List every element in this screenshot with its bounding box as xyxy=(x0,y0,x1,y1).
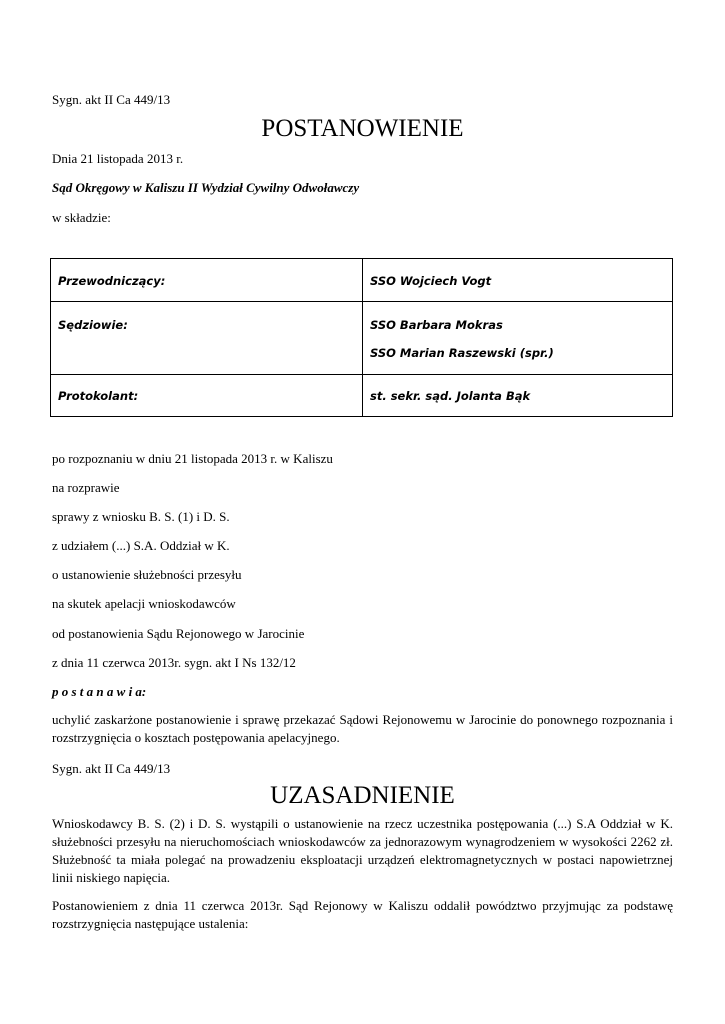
chair-value-cell xyxy=(363,259,673,302)
judges-value-cell xyxy=(363,302,673,375)
court-name: Sąd Okręgowy w Kaliszu II Wydział Cywilny Odwoławczy xyxy=(52,180,360,195)
panel-table xyxy=(50,258,673,417)
case-number-top: Sygn. akt II Ca 449/13 xyxy=(52,92,171,107)
decision-date: Dnia 21 listopada 2013 r. xyxy=(52,151,184,166)
clerk-label-cell xyxy=(51,375,363,417)
body-line: z dnia 11 czerwca 2013r. sygn. akt I Ns 132/12 xyxy=(52,655,296,670)
judges-label-cell xyxy=(51,302,363,375)
body-line: od postanowienia Sądu Rejonowego w Jarocinie xyxy=(52,626,305,641)
decision-text: uchylić zaskarżone postanowienie i sprawę przekazać Sądowi Rejonowemu w Jarocinie do ponownego rozpoznania i rozstrzygnięcia o kosztach postępowania apelacyjnego. xyxy=(52,712,673,745)
clerk-value: st. sekr. sąd. Jolanta Bąk xyxy=(370,389,531,403)
clerk-label: Protokolant: xyxy=(58,389,139,403)
clerk-value-cell xyxy=(363,375,673,417)
body-line: na skutek apelacji wnioskodawców xyxy=(52,596,236,611)
case-number-bottom: Sygn. akt II Ca 449/13 xyxy=(52,761,171,776)
justification-paragraph: Postanowieniem z dnia 11 czerwca 2013r. Sąd Rejonowy w Kaliszu oddalił powództwo przyjmując za podstawę rozstrzygnięcia następujące ustalenia: xyxy=(52,898,673,931)
body-line: z udziałem (...) S.A. Oddział w K. xyxy=(52,538,230,553)
document-title: POSTANOWIENIE xyxy=(261,115,464,142)
body-line: po rozpoznaniu w dniu 21 listopada 2013 r. w Kaliszu xyxy=(52,451,333,466)
panel-row-judges xyxy=(51,302,673,375)
judge-2: SSO Marian Raszewski (spr.) xyxy=(370,346,554,360)
body-line: sprawy z wniosku B. S. (1) i D. S. xyxy=(52,509,230,524)
chair-label: Przewodniczący: xyxy=(58,274,166,288)
chair-value: SSO Wojciech Vogt xyxy=(370,274,492,288)
panel-row-clerk xyxy=(51,375,673,417)
panel-row-chair xyxy=(51,259,673,302)
chair-label-cell xyxy=(51,259,363,302)
body-line: na rozprawie xyxy=(52,480,120,495)
judges-label: Sędziowie: xyxy=(58,318,128,332)
judge-1: SSO Barbara Mokras xyxy=(370,318,503,332)
composition-label: w składzie: xyxy=(52,210,111,225)
justification-paragraph: Wnioskodawcy B. S. (2) i D. S. wystąpili o ustanowienie na rzecz uczestnika postępowania (...) S.A Oddział w K. służebności przesyłu na nieruchomościach wnioskodawców za jednorazowym wynagrodzeniem w wysokości 2262 zł. Służebność ta miała polegać na prowadzeniu eksploatacji urządzeń elektromagnetycznych w postaci napowietrznej linii niskiego napięcia. xyxy=(52,816,673,885)
decision-heading: p o s t a n a w i a: xyxy=(52,684,147,699)
body-line: o ustanowienie służebności przesyłu xyxy=(52,567,242,582)
justification-title: UZASADNIENIE xyxy=(270,782,455,809)
